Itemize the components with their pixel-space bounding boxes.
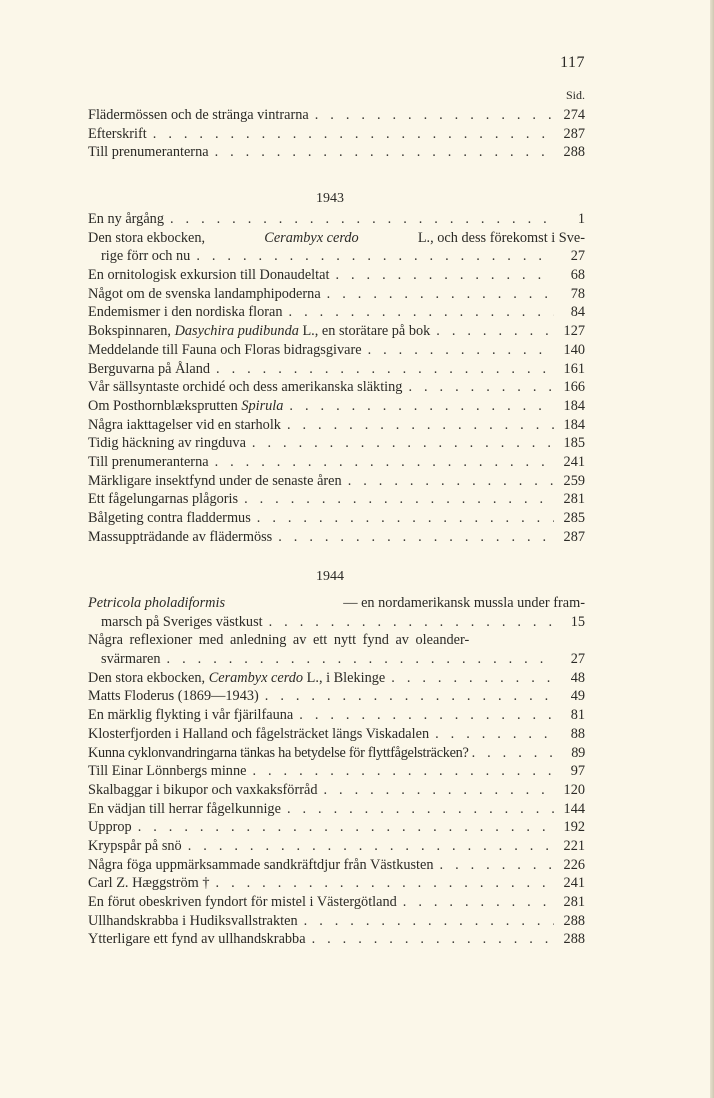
year-heading-1944: 1944: [316, 569, 344, 584]
toc-entry: Carl Z. Hæggström † . . . 241: [88, 874, 585, 893]
page-number: 117: [560, 54, 585, 71]
toc-entry: Märkligare insektfynd under de senaste åren . . . 259: [88, 472, 585, 491]
toc-entry: Till prenumeranterna . . . 241: [88, 453, 585, 472]
toc-entry: Petricola pholadiformis — en nordamerikansk mussla under fram-: [88, 595, 585, 611]
toc-entry: Krypspår på snö . . . 221: [88, 837, 585, 856]
toc-entry: Något om de svenska landamphipoderna . . . 78: [88, 285, 585, 304]
toc-entry: Upprop . . . 192: [88, 818, 585, 837]
toc-entry: Bålgeting contra fladdermus . . . 285: [88, 509, 585, 528]
toc-entry: Ullhandskrabba i Hudiksvallstrakten . . . 288: [88, 912, 585, 931]
toc-entry: Tidig häckning av ringduva . . . 185: [88, 434, 585, 453]
toc-entry: Ett fågelungarnas plågoris . . . 281: [88, 490, 585, 509]
toc-entry: En ornitologisk exkursion till Donaudeltat . . . 68: [88, 266, 585, 285]
toc-entry: Skalbaggar i bikupor och vaxkaksförråd . . . 120: [88, 781, 585, 800]
toc-entry: Några reflexioner med anledning av ett nytt fynd av oleander-: [88, 632, 470, 649]
toc-entry: Om Posthornblæksprutten Spirula . . . 184: [88, 397, 585, 416]
toc-entry: En förut obeskriven fyndort för mistel i Västergötland . . . 281: [88, 893, 585, 912]
toc-entry: Till prenumeranterna . . . 288: [88, 143, 585, 162]
toc-entry: En ny årgång . . . 1: [88, 210, 585, 229]
page-column-label: Sid.: [565, 88, 585, 102]
toc-entry: Några föga uppmärksammade sandkräftdjur från Västkusten . . . 226: [88, 856, 585, 875]
toc-section-top: [88, 106, 585, 162]
year-heading-1943: 1943: [316, 191, 344, 206]
toc-section-1943: [88, 210, 585, 546]
toc-entry: Klosterfjorden i Halland och fågelsträcket längs Viskadalen . . . 88: [88, 725, 585, 744]
toc-entry: Berguvarna på Åland . . . 161: [88, 360, 585, 379]
toc-entry-continuation: svärmaren . . . 27: [88, 650, 585, 669]
toc-entry: Till Einar Lönnbergs minne . . . 97: [88, 762, 585, 781]
toc-entry: Meddelande till Fauna och Floras bidragsgivare . . . 140: [88, 341, 585, 360]
toc-entry: Matts Floderus (1869—1943) . . . 49: [88, 687, 585, 706]
toc-entry-continuation: marsch på Sveriges västkust . . . 15: [88, 613, 585, 632]
toc-entry-continuation: rige förr och nu . . . 27: [88, 247, 585, 266]
toc-entry: Massuppträdande av flädermöss . . . 287: [88, 528, 585, 547]
toc-entry: Bokspinnaren, Dasychira pudibunda L., en storätare på bok . . . 127: [88, 322, 585, 341]
toc-entry: Vår sällsyntaste orchidé och dess amerikanska släkting . . . 166: [88, 378, 585, 397]
toc-entry: Flädermössen och de stränga vintrarna . . . 274: [88, 106, 585, 125]
toc-entry: Några iakttagelser vid en starholk . . . 184: [88, 416, 585, 435]
toc-entry: En märklig flykting i vår fjärilfauna . . . 81: [88, 706, 585, 725]
toc-entry: Kunna cyklonvandringarna tänkas ha betydelse för flyttfågelsträcken? . . . 89: [88, 744, 585, 763]
toc-entry: Endemismer i den nordiska floran . . . 84: [88, 303, 585, 322]
page-edge: [710, 0, 714, 1098]
toc-entry: Ytterligare ett fynd av ullhandskrabba . . . 288: [88, 930, 585, 949]
toc-entry: Den stora ekbocken, Cerambyx cerdo L., i Blekinge . . . 48: [88, 669, 585, 688]
toc-section-1944: [88, 594, 585, 949]
toc-entry: Den stora ekbocken, Cerambyx cerdo L., och dess förekomst i Sve-: [88, 229, 585, 246]
toc-entry: Efterskrift . . . 287: [88, 125, 585, 144]
toc-entry: En vädjan till herrar fågelkunnige . . . 144: [88, 800, 585, 819]
